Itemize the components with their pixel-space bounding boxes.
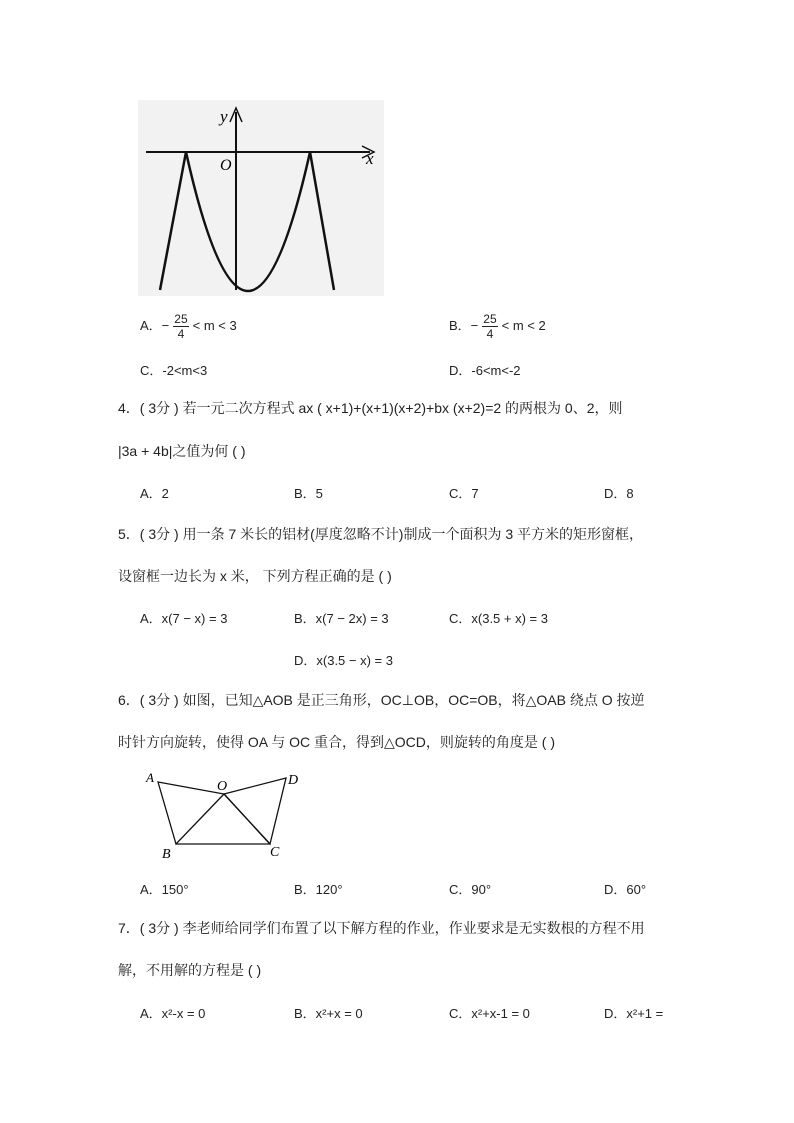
q5-stem-line1: 5．( 3分 ) 用一条 7 米长的铝材(厚度忽略不计)制成一个面积为 3 平方米的矩形窗框， <box>118 526 644 542</box>
x-axis-label: x <box>366 149 374 168</box>
q5-option-c[interactable]: C．x(3.5 + x) = 3 <box>449 611 548 626</box>
q6-stem-line1: 6．( 3分 ) 如图，已知△AOB 是正三角形，OC⊥OB，OC=OB，将△OAB 绕点 O 按逆 <box>118 692 645 708</box>
q6-option-b[interactable]: B．120° <box>294 882 343 897</box>
point-o-label: O <box>217 779 228 794</box>
q3-option-b[interactable]: B．− $\frac{25}{4}$ < m < 2 <box>449 312 546 341</box>
q5-stem-line2: 设窗框一边长为 x 米， 下列方程正确的是 ( ) <box>118 568 392 584</box>
q5-option-d[interactable]: D．x(3.5 − x) = 3 <box>294 653 393 668</box>
q5-option-b[interactable]: B．x(7 − 2x) = 3 <box>294 611 389 626</box>
q4-stem-line2: |3a + 4b|之值为何 ( ) <box>118 443 246 459</box>
q7-stem-line2: 解，不用解的方程是 ( ) <box>118 962 262 978</box>
origin-label: O <box>220 157 232 174</box>
q4-option-d[interactable]: D．8 <box>604 486 634 501</box>
point-d-label: D <box>288 773 299 788</box>
q7-option-a[interactable]: A．x²-x = 0 <box>140 1006 206 1021</box>
point-a-label: A <box>146 770 154 785</box>
q7-option-d[interactable]: D．x²+1 = <box>604 1006 664 1021</box>
q5-option-a[interactable]: A．x(7 − x) = 3 <box>140 611 228 626</box>
q7-option-b[interactable]: B．x²+x = 0 <box>294 1006 363 1021</box>
q7-option-c[interactable]: C．x²+x-1 = 0 <box>449 1006 530 1021</box>
q3-option-d[interactable]: D．-6<m<-2 <box>449 363 521 378</box>
q6-stem-line2: 时针方向旋转，使得 OA 与 OC 重合，得到△OCD，则旋转的角度是 ( ) <box>118 734 555 750</box>
q7-stem-line1: 7．( 3分 ) 李老师给同学们布置了以下解方程的作业，作业要求是无实数根的方程不用 <box>118 920 645 936</box>
q4-stem-line1: 4．( 3分 ) 若一元二次方程式 ax ( x+1)+(x+1)(x+2)+bx (x+2)=2 的两根为 0、2，则 <box>118 400 623 416</box>
q4-option-c[interactable]: C．7 <box>449 486 479 501</box>
rotation-figure <box>140 768 320 868</box>
y-axis-label: y <box>220 107 228 126</box>
q4-option-a[interactable]: A．2 <box>140 486 169 501</box>
q6-option-d[interactable]: D．60° <box>604 882 647 897</box>
q3-option-a[interactable]: A．− $\frac{25}{4}$ < m < 3 <box>140 312 237 341</box>
q4-option-b[interactable]: B．5 <box>294 486 323 501</box>
q6-option-c[interactable]: C．90° <box>449 882 492 897</box>
point-b-label: B <box>162 847 171 862</box>
point-c-label: C <box>270 845 280 860</box>
parabola-figure <box>138 100 388 296</box>
q3-option-c[interactable]: C．-2<m<3 <box>140 363 208 378</box>
q6-option-a[interactable]: A．150° <box>140 882 189 897</box>
